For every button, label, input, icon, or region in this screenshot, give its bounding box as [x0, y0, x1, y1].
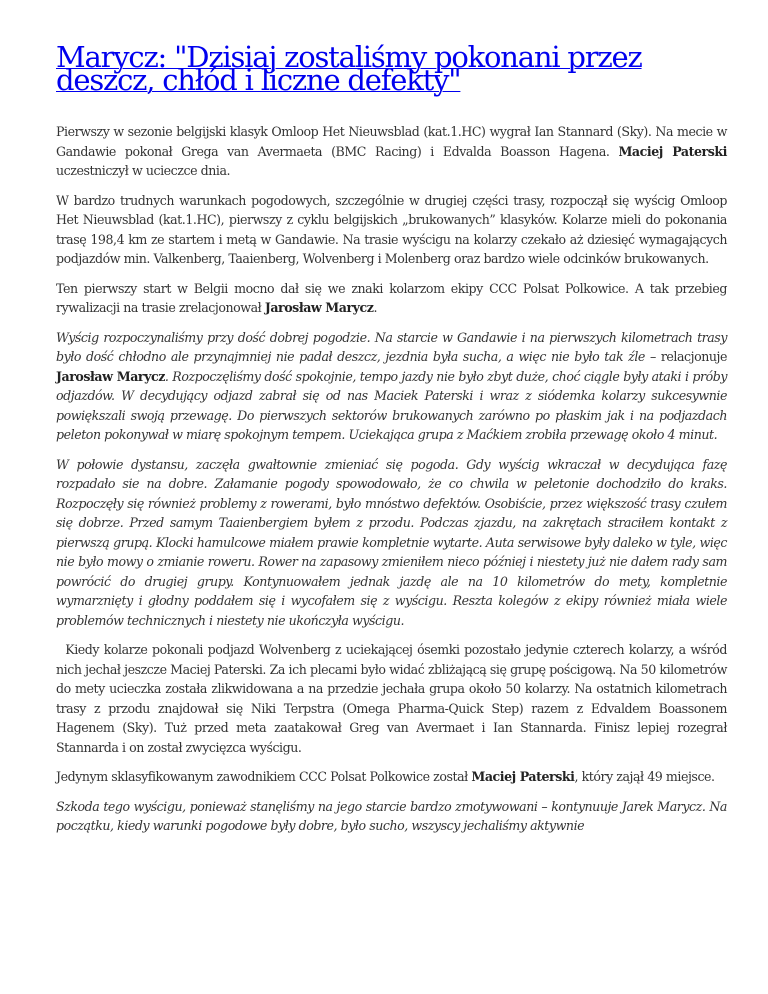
- article-paragraph: [56, 191, 727, 269]
- article-title: [56, 40, 727, 97]
- paragraph-text: uczestniczył w ucieczce dnia.: [56, 163, 231, 178]
- paragraph-text: Jedynym sklasyfikowanym zawodnikiem CCC Polsat Polkowice został: [56, 769, 472, 784]
- article-paragraph: [56, 640, 727, 757]
- paragraph-text: .: [373, 300, 377, 315]
- article-paragraph: [56, 328, 727, 445]
- article-paragraph: [56, 767, 727, 787]
- paragraph-text: W połowie dystansu, zaczęła gwałtownie zmieniać się pogoda. Gdy wyścig wkraczał w decydująca fazę rozpadało sie na dobre. Załamanie pogody spowodowało, że co chwila w peletonie dochodziło do kraks. Rozpoczęły się również problemy z rowerami, było mnóstwo defektów. Osobiście, przez większość trasy czułem się dobrze. Przed samym Taaienbergiem byłem z przodu. Podczas zjazdu, na zakrętach straciłem kontakt z pierwszą grupą. Klocki hamulcowe miałem prawie kompletnie wytarte. Auta serwisowe były daleko w tyle, więc nie było mowy o zmianie roweru. Rower na zapasowy zmieniłem nieco później i niestety już nie dałem rady sam powrócić do drugiej grupy. Kontynuowałem jednak jazdę ale na 10 kilometrów do mety, kompletnie wymarznięty i głodny poddałem się i wycofałem się z wyścigu. Reszta kolegów z ekipy również miała wiele problemów technicznych i niestety nie ukończyła wyścigu.: [56, 456, 727, 628]
- article-paragraph: [56, 122, 727, 181]
- bold-name: Jarosław Marycz: [264, 300, 374, 315]
- paragraph-text: , który zajął 49 miejsce.: [574, 769, 715, 784]
- article-paragraph: [56, 797, 727, 836]
- article-title-link[interactable]: Marycz: "Dzisiaj zostaliśmy pokonani przez deszcz, chłód i liczne defekty": [56, 40, 642, 97]
- paragraph-text: relacjonuje: [660, 349, 727, 364]
- article-paragraph: [56, 455, 727, 631]
- article: [56, 40, 727, 846]
- bold-name: Jarosław Marycz: [56, 368, 165, 384]
- paragraph-text: Szkoda tego wyścigu, ponieważ stanęliśmy na jego starcie bardzo zmotywowani – kontynuuje Jarek Marycz. Na początku, kiedy warunki pogodowe były dobre, było sucho, wszyscy jechaliśmy aktywnie: [56, 798, 727, 833]
- paragraph-text: Pierwszy w sezonie belgijski klasyk Omloop Het Nieuwsblad (kat.1.HC) wygrał Ian Stannard (Sky). Na mecie w Gandawie pokonał Grega van Avermaeta (BMC Racing) i Edvalda Boasson Hagena.: [56, 124, 727, 159]
- bold-name: Maciej Paterski: [471, 769, 575, 784]
- paragraph-text: . Rozpoczęliśmy dość spokojnie, tempo jazdy nie było zbyt duże, choć ciągle były ataki i próby odjazdów. W decydujący odjazd zabrał się od nas Maciek Paterski i wraz z siódemka kolarzy sukcesywnie powiększali swoją przewagę. Do pierwszych sektorów brukowanych zarówno po płaskim jak i na podjazdach peleton pokonywał w miarę spokojnym tempem. Uciekająca grupa z Maćkiem zrobiła przewagę około 4 minut.: [56, 368, 727, 442]
- paragraph-text: Ten pierwszy start w Belgii mocno dał się we znaki kolarzom ekipy CCC Polsat Polkowice. A tak przebieg rywalizacji na trasie zrelacjonował: [56, 280, 727, 315]
- paragraph-text: Kiedy kolarze pokonali podjazd Wolvenberg z uciekającej ósemki pozostało jedynie czterech kolarzy, a wśród nich jechał jeszcze Maciej Paterski. Za ich plecami było widać zbliżającą się grupę pościgową. Na 50 kilometrów do mety ucieczka została zlikwidowana a na przedzie jechała grupa około 50 kolarzy. Na ostatnich kilometrach trasy z przodu znajdował się Niki Terpstra (Omega Pharma-Quick Step) razem z Edvaldem Boassonem Hagenem (Sky). Tuż przed meta zaatakował Greg van Avermaet i Ian Stannarda. Finisz lepiej rozegrał Stannarda i on został zwycięzca wyścigu.: [56, 642, 727, 755]
- article-paragraph: [56, 279, 727, 318]
- bold-name: Maciej Paterski: [618, 143, 727, 159]
- paragraph-text: Wyścig rozpoczynaliśmy przy dość dobrej pogodzie. Na starcie w Gandawie i na pierwszych kilometrach trasy było dość chłodno ale przynajmniej nie padał deszcz, jezdnia była sucha, a więc nie było tak źle –: [56, 329, 727, 364]
- article-body: [56, 122, 727, 836]
- paragraph-text: W bardzo trudnych warunkach pogodowych, szczególnie w drugiej części trasy, rozpoczął się wyścig Omloop Het Nieuwsblad (kat.1.HC), pierwszy z cyklu belgijskich „brukowanych” klasyków. Kolarze mieli do pokonania trasę 198,4 km ze startem i metą w Gandawie. Na trasie wyścigu na kolarzy czekało aż dziesięć wymagających podjazdów min. Valkenberg, Taaienberg, Wolvenberg i Molenberg oraz bardzo wiele odcinków brukowanych.: [56, 192, 727, 266]
